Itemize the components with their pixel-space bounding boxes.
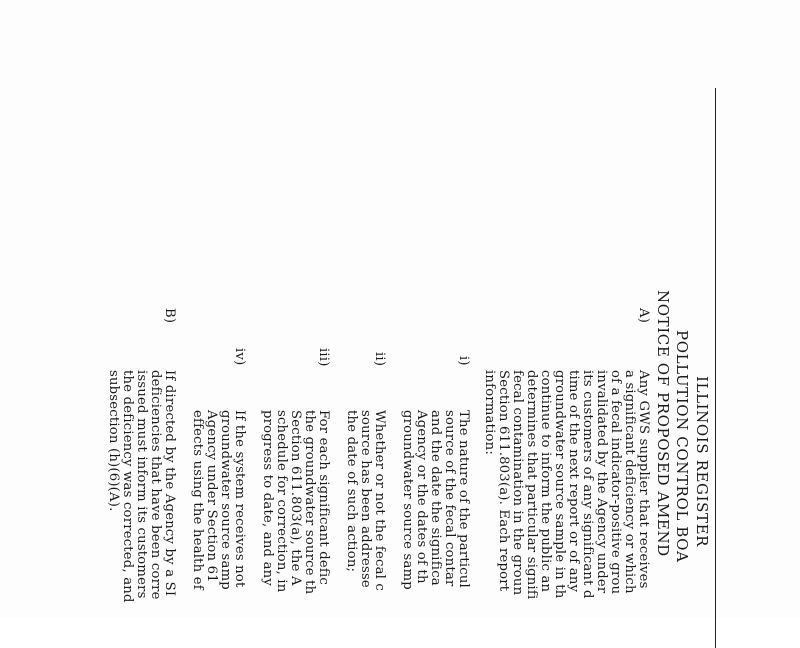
item-line: For each significant defic [316, 410, 331, 586]
item-line: the groundwater source th [302, 410, 317, 595]
item-line: the date of such action; [344, 410, 359, 573]
item-line: Section 611.803(a), the A [288, 410, 303, 586]
header-rule [715, 88, 716, 648]
notice-title: NOTICE OF PROPOSED AMEND [654, 290, 672, 557]
item-line: source has been addresse [358, 410, 373, 588]
para-a-line: Section 611.803(a). Each report [496, 370, 511, 592]
para-b-marker: B) [162, 308, 177, 324]
para-b-line: issued must inform its customers [134, 370, 149, 599]
item-line: groundwater source samp [218, 410, 233, 590]
para-b-line: subsection (h)(6)(A). [106, 370, 121, 512]
para-a-line: a significant deficiency or which [622, 370, 637, 594]
item-ii-marker: ii) [372, 352, 387, 367]
item-line: Agency under Section 61 [204, 410, 219, 583]
item-line: The nature of the particul [456, 410, 471, 588]
item-line: Whether or not the fecal c [372, 410, 387, 592]
item-line: and the date the significa [428, 410, 443, 586]
item-line: progress to date, and any [260, 410, 275, 586]
para-a-line: its customers of any significant d [580, 370, 595, 599]
para-a-marker: A) [636, 308, 651, 324]
para-b-line: If directed by the Agency by a SI [162, 370, 177, 597]
para-a-line: Any GWS supplier that receives [636, 370, 651, 589]
item-line: If the system receives not [232, 410, 247, 588]
item-line: effects using the health ef [190, 410, 205, 590]
para-b-line: the deficiency was corrected, and [120, 370, 135, 603]
para-a-line: groundwater source sample in th [552, 370, 567, 599]
register-title: ILLINOIS REGISTER [693, 376, 711, 548]
para-a-line: of a fecal indicator-positive grou [608, 370, 623, 595]
item-iii-marker: iii) [316, 348, 331, 367]
para-a-line: continue to inform the public an [538, 370, 553, 593]
item-line: groundwater source samp [400, 410, 415, 590]
item-line: Agency or the dates of th [414, 410, 429, 584]
para-a-line: fecal contamination in the groun [510, 370, 525, 596]
item-line: schedule for correction, in [274, 410, 289, 593]
board-title: POLLUTION CONTROL BOA [673, 330, 691, 563]
item-iv-marker: iv) [232, 348, 247, 366]
para-a-line: information: [482, 370, 497, 455]
para-a-line: time of the next report or of any [566, 370, 581, 593]
para-a-line: invalidated by the Agency under [594, 370, 609, 594]
para-a-line: determines that particular signifi [524, 370, 539, 600]
item-i-marker: i) [456, 356, 471, 366]
item-line: source of the fecal contar [442, 410, 457, 587]
para-b-line: deficiencies that have been corre [148, 370, 163, 600]
rotated-text-block [92, 88, 732, 648]
